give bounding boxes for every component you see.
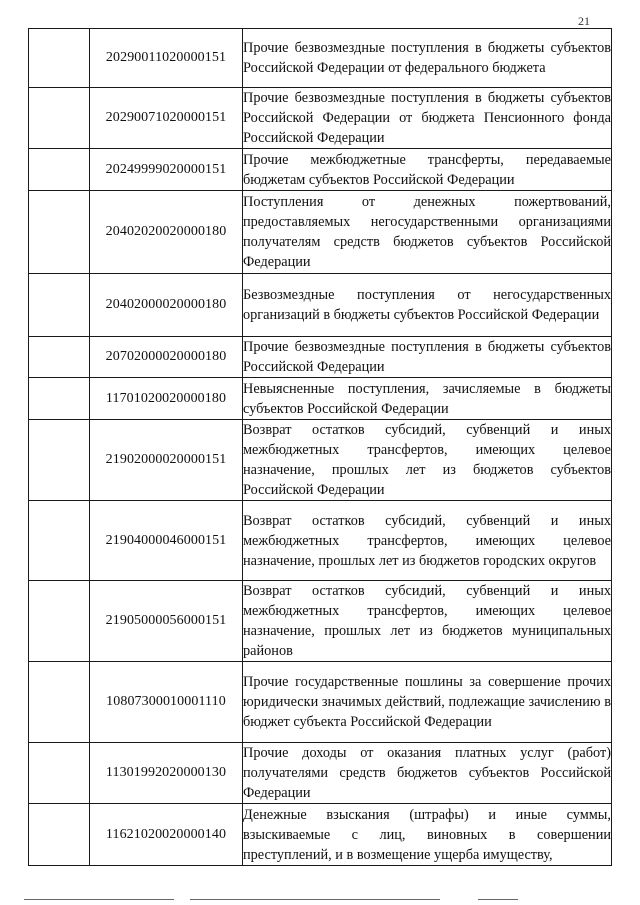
table-row [29, 274, 612, 337]
budget-code-cell: 20290071020000151 [90, 88, 243, 149]
budget-code-cell: 20249999020000151 [90, 149, 243, 191]
scan-line [190, 899, 440, 900]
table-row [29, 337, 612, 378]
table-row [29, 662, 612, 743]
description-cell: Денежные взыскания (штрафы) и иные суммы, взыскиваемые с лиц, виновных в совершении преступлений, и в возмещение ущерба имуществу, [243, 804, 612, 866]
table-row [29, 420, 612, 501]
description-cell: Поступления от денежных пожертвований, предоставляемых негосударственными организациями получателям средств бюджетов субъектов Российской Федерации [243, 191, 612, 274]
budget-code-cell: 20290011020000151 [90, 29, 243, 88]
table-row [29, 191, 612, 274]
description-cell: Возврат остатков субсидий, субвенций и иных межбюджетных трансфертов, имеющих целевое назначение, прошлых лет из бюджетов муниципальных районов [243, 581, 612, 662]
budget-code-cell: 10807300010001110 [90, 662, 243, 743]
page-number: 21 [578, 14, 590, 28]
empty-cell [29, 743, 90, 804]
empty-cell [29, 29, 90, 88]
empty-cell [29, 662, 90, 743]
empty-cell [29, 274, 90, 337]
description-cell: Прочие безвозмездные поступления в бюджеты субъектов Российской Федерации [243, 337, 612, 378]
description-cell: Безвозмездные поступления от негосударственных организаций в бюджеты субъектов Российской Федерации [243, 274, 612, 337]
description-cell: Прочие государственные пошлины за совершение прочих юридически значимых действий, подлежащие зачислению в бюджет субъекта Российской Федерации [243, 662, 612, 743]
description-cell: Возврат остатков субсидий, субвенций и иных межбюджетных трансфертов, имеющих целевое назначение, прошлых лет из бюджетов городских округов [243, 501, 612, 581]
scan-line [478, 899, 518, 900]
table-row [29, 743, 612, 804]
empty-cell [29, 337, 90, 378]
empty-cell [29, 581, 90, 662]
budget-code-cell: 20402020020000180 [90, 191, 243, 274]
description-cell: Невыясненные поступления, зачисляемые в бюджеты субъектов Российской Федерации [243, 378, 612, 420]
description-cell: Прочие безвозмездные поступления в бюджеты субъектов Российской Федерации от бюджета Пенсионного фонда Российской Федерации [243, 88, 612, 149]
table-row [29, 149, 612, 191]
empty-cell [29, 191, 90, 274]
table-row [29, 29, 612, 88]
scan-line [24, 899, 174, 900]
description-cell: Прочие безвозмездные поступления в бюджеты субъектов Российской Федерации от федерального бюджета [243, 29, 612, 88]
budget-codes-table [28, 28, 612, 866]
table-row [29, 88, 612, 149]
budget-code-cell: 11701020020000180 [90, 378, 243, 420]
budget-code-cell: 11621020020000140 [90, 804, 243, 866]
empty-cell [29, 88, 90, 149]
table-row [29, 501, 612, 581]
table-row [29, 581, 612, 662]
description-cell: Прочие межбюджетные трансферты, передаваемые бюджетам субъектов Российской Федерации [243, 149, 612, 191]
table-row [29, 804, 612, 866]
budget-code-cell: 11301992020000130 [90, 743, 243, 804]
empty-cell [29, 420, 90, 501]
description-cell: Возврат остатков субсидий, субвенций и иных межбюджетных трансфертов, имеющих целевое назначение, прошлых лет из бюджетов субъектов Российской Федерации [243, 420, 612, 501]
budget-code-cell: 21905000056000151 [90, 581, 243, 662]
table-row [29, 378, 612, 420]
empty-cell [29, 501, 90, 581]
empty-cell [29, 378, 90, 420]
budget-code-cell: 20702000020000180 [90, 337, 243, 378]
budget-code-cell: 21904000046000151 [90, 501, 243, 581]
description-cell: Прочие доходы от оказания платных услуг (работ) получателями средств бюджетов субъектов Российской Федерации [243, 743, 612, 804]
scan-artifacts [0, 893, 640, 905]
budget-code-cell: 20402000020000180 [90, 274, 243, 337]
empty-cell [29, 149, 90, 191]
empty-cell [29, 804, 90, 866]
budget-code-cell: 21902000020000151 [90, 420, 243, 501]
